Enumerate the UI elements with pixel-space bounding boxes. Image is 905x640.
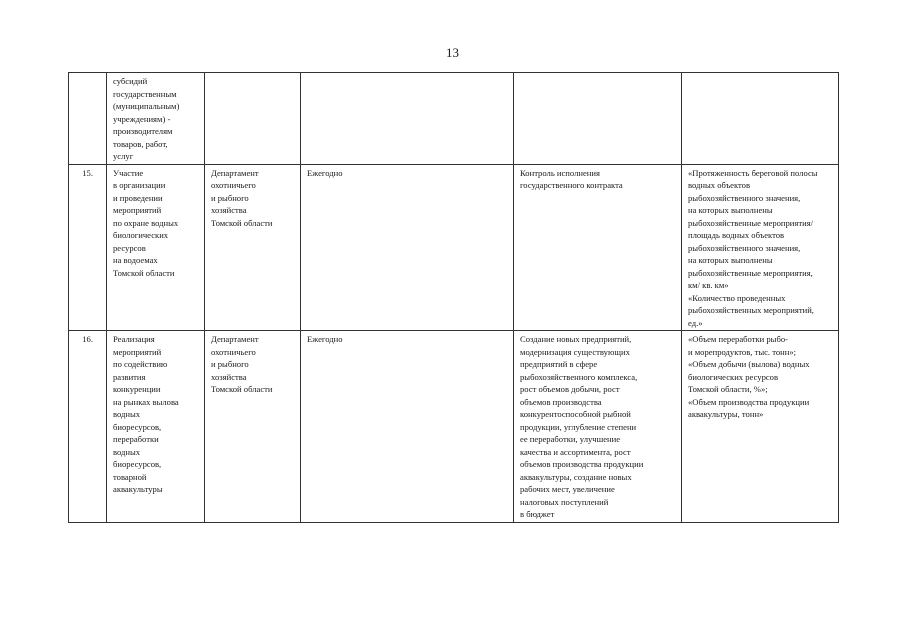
result-cell (514, 73, 682, 165)
indicator-line: «Количество проведенных (688, 292, 786, 303)
measure-name-line: (муниципальным) (113, 101, 180, 111)
measure-name-line: биоресурсов, (113, 421, 162, 432)
measure-name-line: по охране водных (113, 217, 179, 228)
executor-line: Департамент (211, 334, 259, 344)
result-line: конкурентоспособной рыбной (520, 409, 631, 419)
executor-cell (205, 164, 301, 331)
executor-line: и рыбного (211, 192, 249, 203)
measure-name-line: государственным (113, 88, 177, 99)
indicator-line: «Протяженность береговой полосы (688, 167, 818, 178)
table-row (69, 73, 839, 165)
executor-line: охотничьего (211, 180, 256, 190)
indicator-line: и морепродуктов, тыс. тонн»; (688, 346, 797, 357)
measure-name-line: переработки (113, 434, 159, 444)
executor-cell (205, 331, 301, 523)
table-row (69, 331, 839, 523)
measure-name-cell (107, 164, 205, 331)
result-line: Контроль исполнения (520, 167, 600, 178)
result-line: качества и ассортимента, рост (520, 446, 631, 457)
measure-name-line: водных (113, 409, 141, 419)
indicator-line: «Объем производства продукции (688, 396, 810, 407)
measure-name-line: биологических (113, 230, 169, 240)
table-body (69, 73, 839, 523)
indicators-cell (682, 331, 839, 523)
measure-name-line: конкуренции (113, 384, 161, 394)
period-cell: Ежегодно (301, 164, 514, 331)
indicator-line: «Объем переработки рыбо- (688, 334, 788, 344)
period-cell (301, 73, 514, 165)
row-number-cell (69, 73, 107, 165)
indicator-line: на которых выполнены (688, 205, 773, 215)
measure-name-line: биоресурсов, (113, 459, 162, 469)
result-line: Создание новых предприятий, (520, 334, 632, 344)
result-line: объемов производства (520, 396, 602, 407)
indicator-line: рыбохозяйственные мероприятия, (688, 267, 813, 278)
indicators-cell (682, 73, 839, 165)
indicator-line: «Объем добычи (вылова) водных (688, 359, 810, 369)
indicator-line: аквакультуры, тонн» (688, 409, 764, 419)
indicator-line: рыбохозяйственного значения, (688, 242, 801, 253)
executor-line: охотничьего (211, 346, 256, 357)
measure-name-line: субсидий (113, 76, 148, 86)
period-cell: Ежегодно (301, 331, 514, 523)
indicator-line: рыбохозяйственного значения, (688, 192, 801, 203)
result-line: рыбохозяйственного комплекса, (520, 371, 638, 382)
result-line: ее переработки, улучшение (520, 434, 621, 444)
executor-line: Департамент (211, 167, 259, 178)
indicator-line: рыбохозяйственных мероприятий, (688, 305, 814, 315)
measure-name-line: мероприятий (113, 346, 162, 357)
page-number: 13 (446, 45, 459, 60)
measure-name-line: на водоемах (113, 255, 158, 265)
measure-name-line: водных (113, 446, 141, 457)
result-line: объемов производства продукции (520, 459, 644, 469)
result-cell (514, 331, 682, 523)
executor-line: хозяйства (211, 371, 247, 382)
result-line: рост объемов добычи, рост (520, 384, 620, 394)
row-number-cell: 16. (69, 331, 107, 523)
measure-name-line: товаров, работ, (113, 138, 168, 149)
executor-line: хозяйства (211, 205, 247, 215)
result-line: аквакультуры, создание новых (520, 471, 632, 482)
executor-line: Томской области (211, 384, 273, 394)
measure-name-line: товарной (113, 471, 147, 482)
executor-line: и рыбного (211, 359, 249, 369)
indicator-line: водных объектов (688, 180, 751, 190)
measure-name-line: ресурсов (113, 242, 146, 253)
indicator-line: рыбохозяйственные мероприятия/ (688, 217, 814, 228)
result-line: налоговых поступлений (520, 496, 609, 507)
measure-name-line: услуг (113, 151, 134, 161)
indicator-line: на которых выполнены (688, 255, 773, 265)
indicator-line: биологических ресурсов (688, 371, 779, 382)
executor-cell (205, 73, 301, 165)
result-line: модернизация существующих (520, 346, 630, 357)
measure-name-cell (107, 331, 205, 523)
result-line: в бюджет (520, 509, 555, 519)
result-line: продукции, углубление степени (520, 421, 637, 432)
table-row (69, 164, 839, 331)
indicator-line: Томской области, %»; (688, 384, 768, 394)
row-number-cell: 15. (69, 164, 107, 331)
measure-name-line: учреждениям) - (113, 113, 171, 124)
indicator-line: площадь водных объектов (688, 230, 785, 240)
result-line: предприятий в сфере (520, 359, 598, 369)
measure-name-line: мероприятий (113, 205, 162, 215)
result-line: государственного контракта (520, 180, 623, 190)
measure-name-line: производителям (113, 126, 173, 136)
measure-name-line: в организации (113, 180, 166, 190)
indicator-line: ед.» (688, 317, 703, 328)
program-table (68, 72, 839, 523)
result-cell (514, 164, 682, 331)
measure-name-line: аквакультуры (113, 484, 163, 494)
measure-name-line: развития (113, 371, 146, 382)
measure-name-line: на рынках вылова (113, 396, 179, 407)
indicator-line: км/ кв. км» (688, 280, 729, 290)
executor-line: Томской области (211, 217, 273, 228)
result-line: рабочих мест, увеличение (520, 484, 615, 494)
measure-name-line: Реализация (113, 334, 155, 344)
measure-name-cell (107, 73, 205, 165)
measure-name-line: по содействию (113, 359, 168, 369)
measure-name-line: и проведении (113, 192, 163, 203)
indicators-cell (682, 164, 839, 331)
measure-name-line: Томской области (113, 267, 175, 278)
measure-name-line: Участие (113, 167, 144, 178)
